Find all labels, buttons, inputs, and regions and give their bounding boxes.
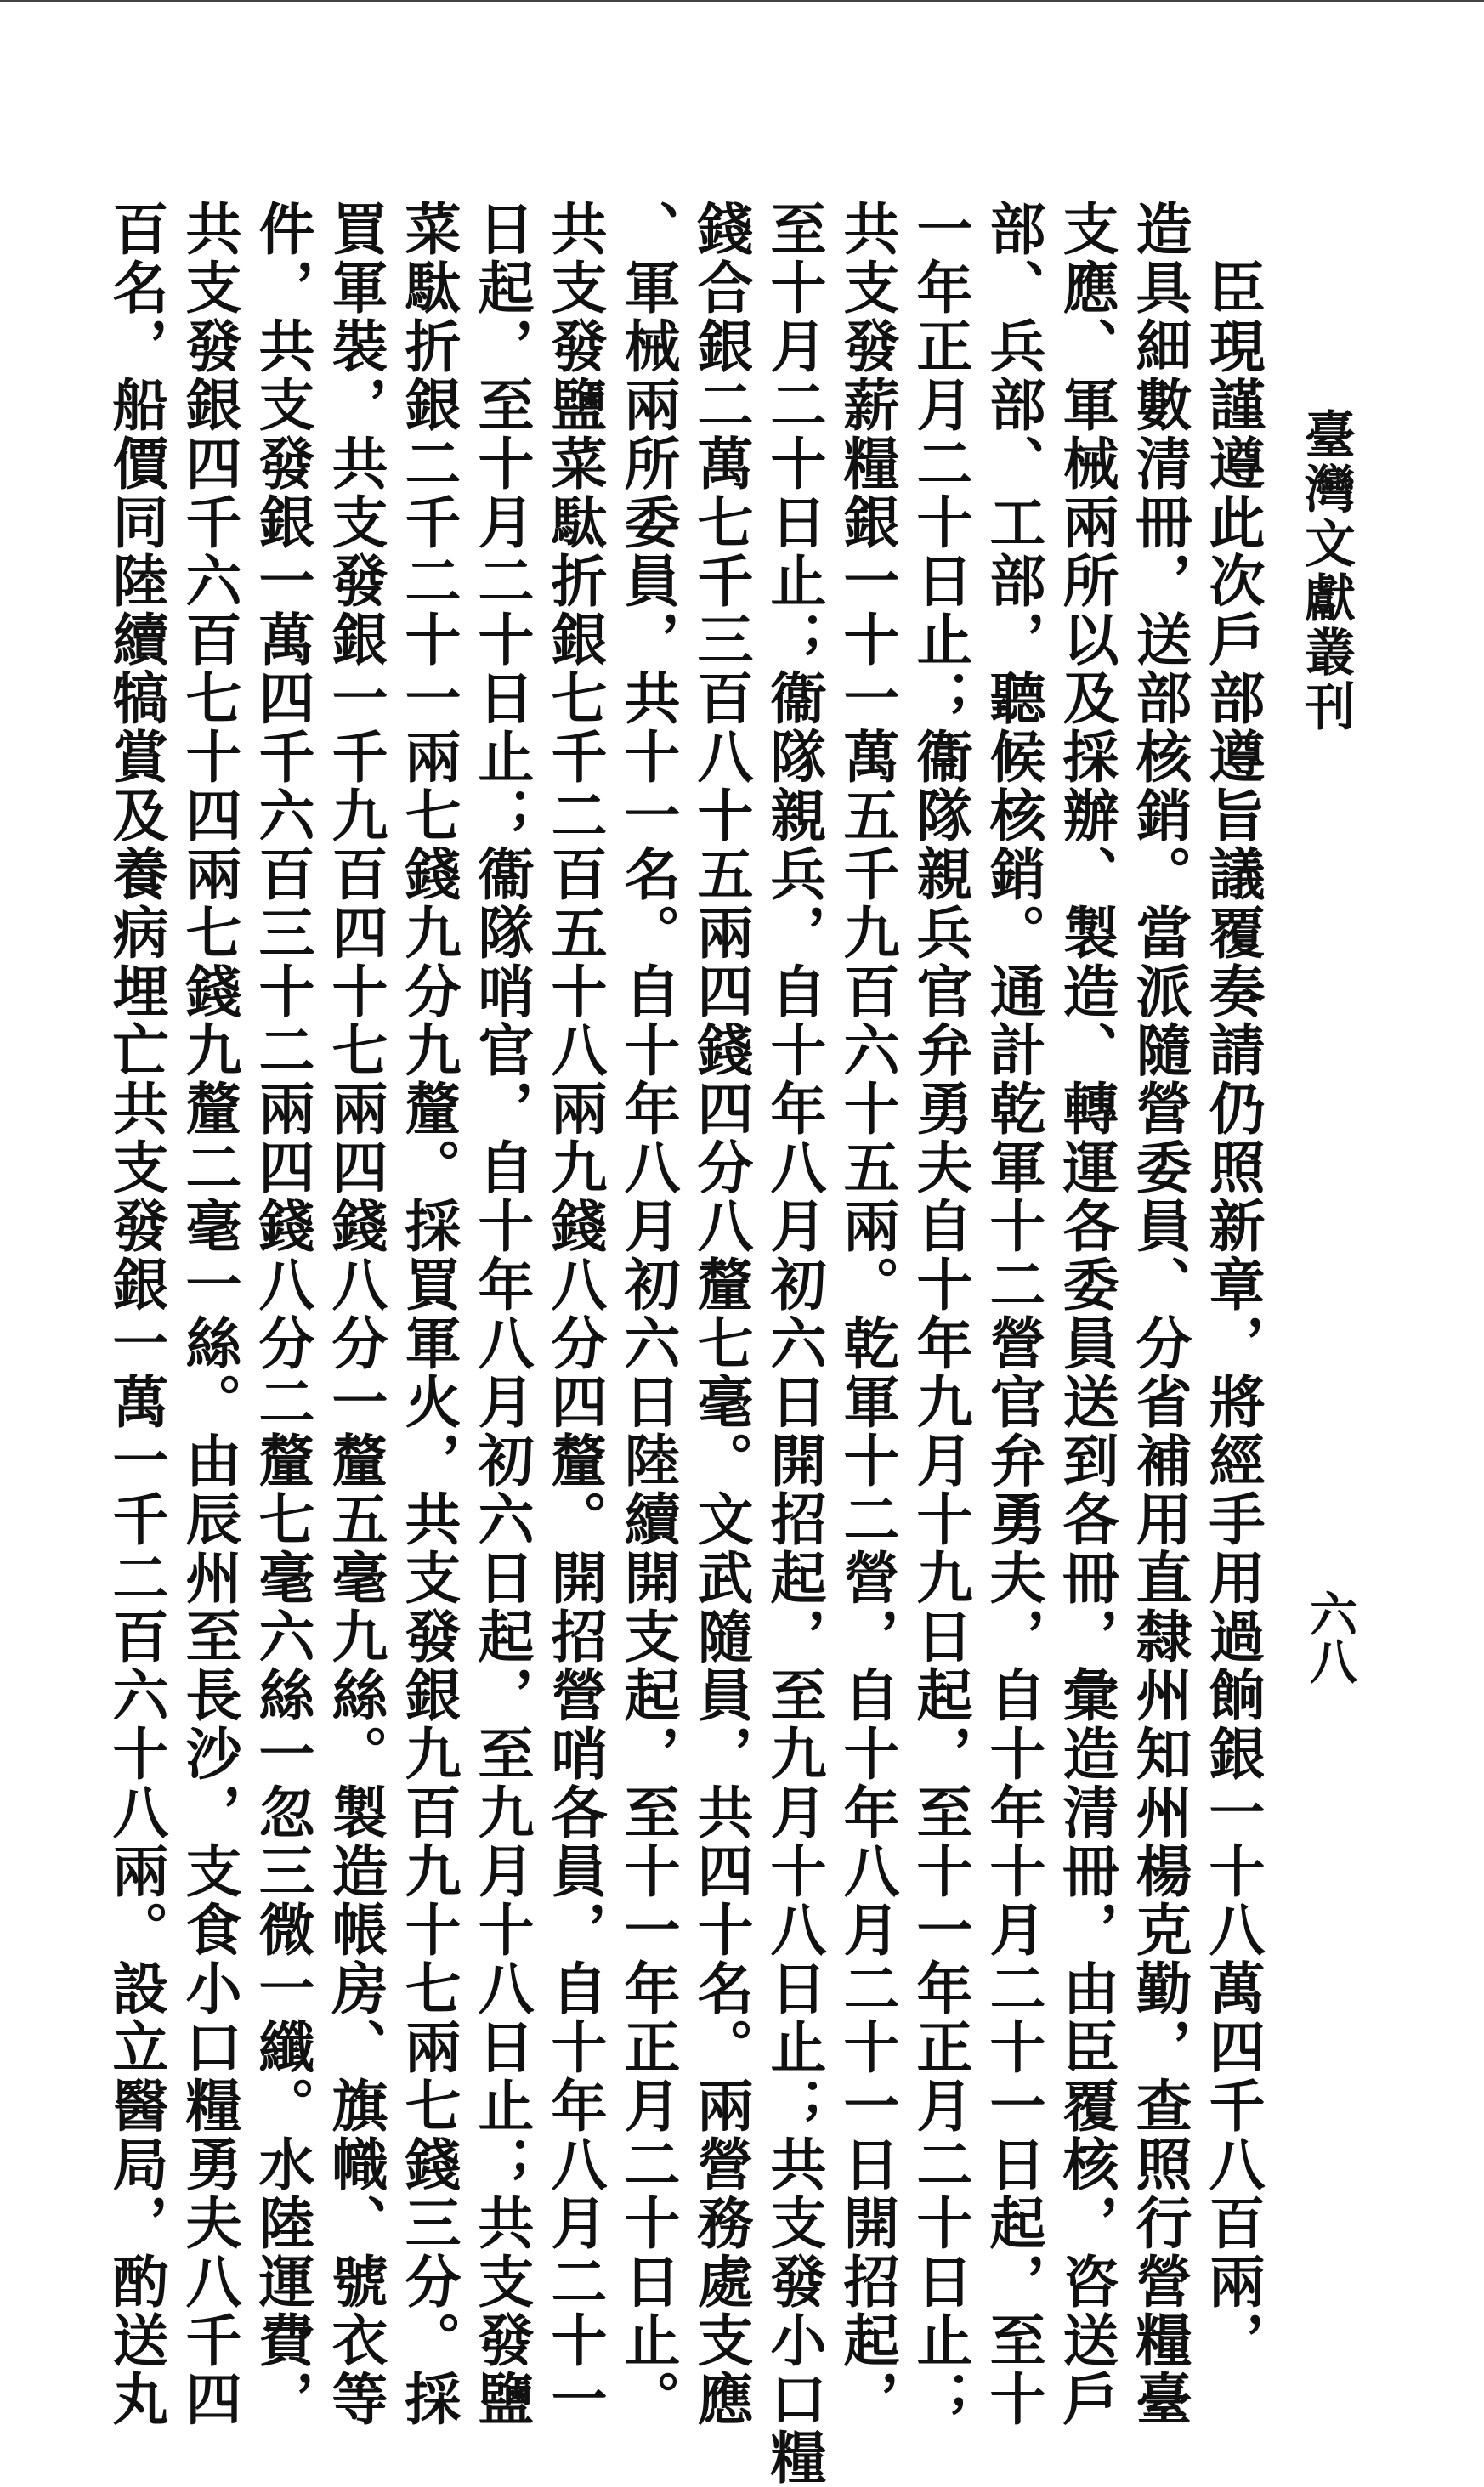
text-column-15: 共支發銀四千六百七十四兩七錢九釐二毫一絲。由辰州至長沙，支食小口糧勇夫八千四 — [176, 200, 242, 2428]
text-column-4: 部、兵部、工部，聽候核銷。通計乾軍十二營官弁勇夫，自十年十月二十一日起，至十 — [980, 200, 1046, 2428]
text-column-8: 錢合銀二萬七千三百八十五兩四錢四分八釐七毫。文武隨員，共四十名。兩營務處支應 — [688, 200, 754, 2428]
text-column-6: 共支發薪糧銀一十一萬五千九百六十五兩。乾軍十二營，自十年八月二十一日開招起， — [834, 200, 900, 2428]
text-column-2: 造具細數清冊，送部核銷。當派隨營委員、分省補用直隸州知州楊克勤，查照行營糧臺 — [1126, 200, 1192, 2428]
text-column-12: 菜駄折銀二千二十一兩七錢九分九釐。採買軍火，共支發銀九百九十七兩七錢三分。採 — [395, 200, 462, 2428]
text-column-13: 買軍裝，共支發銀一千九百四十七兩四錢八分一釐五毫九絲。製造帳房、旗幟、號衣等 — [322, 200, 388, 2428]
text-column-7: 至十月二十日止；衞隊親兵，自十年八月初六日開招起，至九月十八日止；共支發小口糧 — [761, 200, 827, 2487]
top-border-line — [0, 0, 1484, 2]
text-column-9: 、軍械兩所委員，共十一名。自十年八月初六日陸續開支起，至十一年正月二十日止。 — [615, 200, 681, 2428]
text-column-5: 一年正月二十日止；衞隊親兵官弁勇夫自十年九月十九日起，至十一年正月二十日止； — [907, 200, 973, 2428]
text-column-11: 日起，至十月二十日止；衞隊哨官，自十年八月初六日起，至九月十八日止；共支發鹽 — [468, 200, 535, 2428]
text-column-10: 共支發鹽菜駄折銀七千二百五十八兩九錢八分四釐。開招營哨各員，自十年八月二十一 — [541, 200, 608, 2428]
page-number: 六八 — [1302, 1589, 1358, 1685]
text-column-3: 支應、軍械兩所以及採辦、製造、轉運各委員送到各冊，彙造清冊，由臣覆核，咨送戶 — [1053, 200, 1119, 2428]
text-column-14: 件，共支發銀一萬四千六百三十二兩四錢八分二釐七毫六絲一忽三微一纖。水陸運費， — [249, 200, 315, 2428]
running-title: 臺灣文獻叢刊 — [1296, 408, 1356, 734]
text-column-1: 臣現謹遵此次戶部遵旨議覆奏請仍照新章，將經手用過餉銀一十八萬四千八百兩， — [1199, 200, 1266, 2370]
text-column-16: 百名，船價同陸續犒賞及養病埋亡共支發銀一萬一千二百六十八兩。設立醫局，酌送丸 — [103, 200, 169, 2428]
vertical-text-body — [103, 200, 1266, 2487]
